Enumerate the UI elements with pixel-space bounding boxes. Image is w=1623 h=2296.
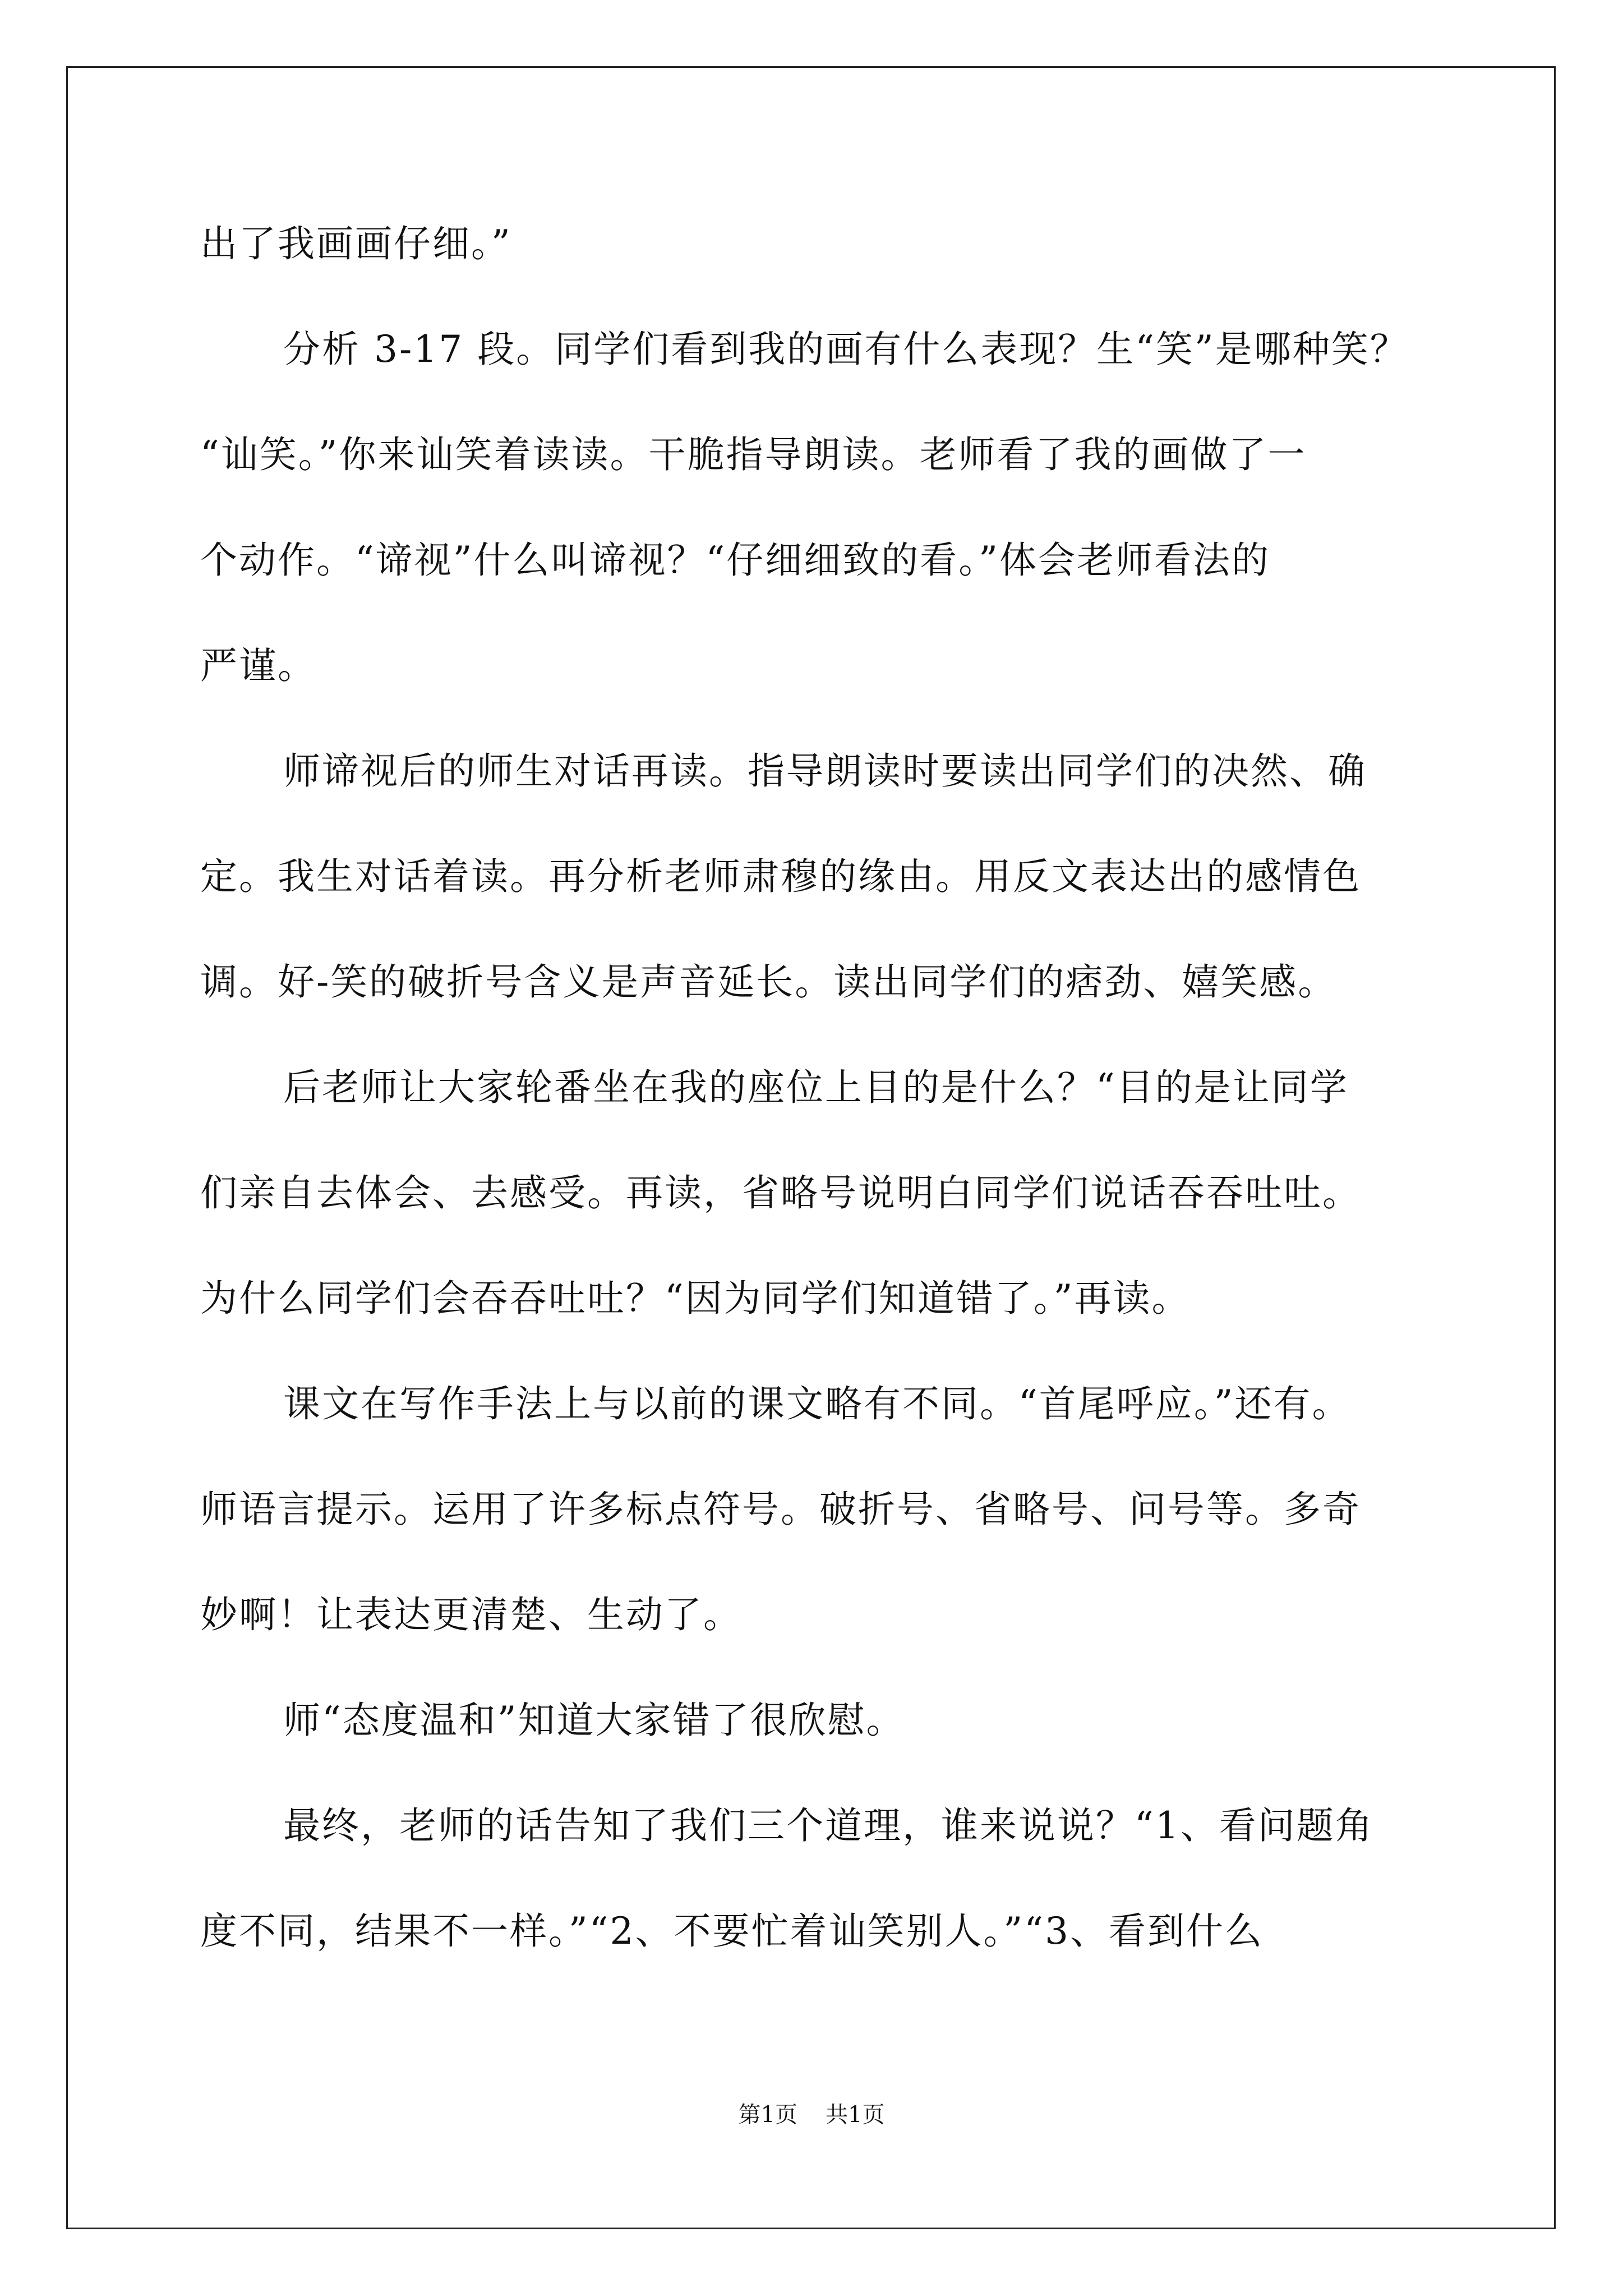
text-line: 分析 3-17 段。同学们看到我的画有什么表现？生“笑”是哪种笑？ bbox=[283, 328, 1409, 371]
page-total: 共1页 bbox=[826, 2102, 885, 2128]
text-line: 后老师让大家轮番坐在我的座位上目的是什么？“目的是让同学 bbox=[283, 1066, 1349, 1109]
text-line: 严谨。 bbox=[200, 644, 316, 687]
page-footer bbox=[0, 2101, 1623, 2129]
text-line: 定。我生对话着读。再分析老师肃穆的缘由。用反文表达出的感情色 bbox=[200, 855, 1361, 898]
page-number: 第1页 bbox=[738, 2102, 797, 2128]
text-line: 度不同，结果不一样。”“2、不要忙着讪笑别人。”“3、看到什么 bbox=[200, 1910, 1264, 1953]
text-line: 师语言提示。运用了许多标点符号。破折号、省略号、问号等。多奇 bbox=[200, 1488, 1361, 1531]
text-line: 妙啊！让表达更清楚、生动了。 bbox=[200, 1593, 742, 1636]
text-line: “讪笑。”你来讪笑着读读。干脆指导朗读。老师看了我的画做了一 bbox=[200, 433, 1307, 476]
text-line: 个动作。“谛视”什么叫谛视？“仔细细致的看。”体会老师看法的 bbox=[200, 539, 1270, 582]
document-body bbox=[200, 224, 1451, 2017]
text-line: 最终，老师的话告知了我们三个道理，谁来说说？“1、看问题角 bbox=[283, 1804, 1374, 1847]
text-line: 为什么同学们会吞吞吐吐？“因为同学们知道错了。”再读。 bbox=[200, 1277, 1191, 1320]
text-line: 课文在写作手法上与以前的课文略有不同。“首尾呼应。”还有。 bbox=[283, 1382, 1351, 1425]
text-line: 师“态度温和”知道大家错了很欣慰。 bbox=[283, 1699, 905, 1742]
text-line: 师谛视后的师生对话再读。指导朗读时要读出同学们的决然、确 bbox=[283, 749, 1367, 793]
text-line: 们亲自去体会、去感受。再读，省略号说明白同学们说话吞吞吐吐。 bbox=[200, 1171, 1361, 1214]
text-line: 调。好-笑的破折号含义是声音延长。读出同学们的痞劲、嬉笑感。 bbox=[200, 960, 1337, 1004]
text-line: 出了我画画仔细。” bbox=[200, 222, 512, 265]
